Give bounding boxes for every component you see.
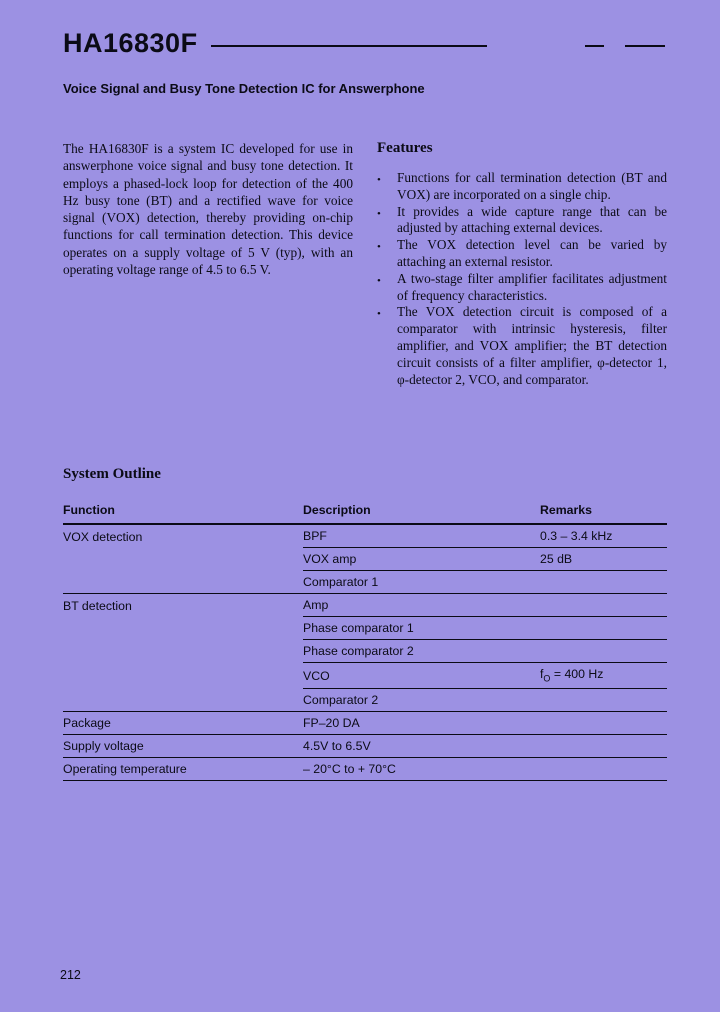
bullet-icon: •	[377, 241, 381, 254]
cell-function: Supply voltage	[63, 734, 303, 757]
page-subtitle: Voice Signal and Busy Tone Detection IC for Answerphone	[63, 81, 425, 96]
features-heading: Features	[377, 140, 433, 156]
cell-description: Amp	[303, 594, 540, 617]
cell-description: FP–20 DA	[303, 711, 540, 734]
features-list	[377, 170, 667, 388]
feature-item	[377, 304, 667, 388]
table-row	[63, 571, 667, 594]
cell-remarks	[540, 711, 667, 734]
table-row	[63, 594, 667, 617]
table-row	[63, 640, 667, 663]
part-number-title: HA16830F	[63, 28, 198, 58]
cell-function: BT detection	[63, 598, 132, 613]
table-row	[63, 734, 667, 757]
cell-function: Package	[63, 711, 303, 734]
table-row	[63, 617, 667, 640]
cell-description: VOX amp	[303, 548, 540, 571]
cell-description: BPF	[303, 524, 540, 548]
cell-function	[63, 640, 303, 663]
feature-text: The VOX detection circuit is composed of a comparator with intrinsic hysteresis, filter amplifier, and VOX amplifier; the BT detection circuit consists of a filter amplifier, φ-detector 1, φ-detector 2, VCO, and comparator.	[397, 304, 667, 387]
page-number: 212	[60, 968, 81, 982]
feature-text: Functions for call termination detection (BT and VOX) are incorporated on a single chip.	[397, 170, 667, 202]
cell-remarks	[540, 734, 667, 757]
masthead	[63, 28, 667, 59]
cell-description: Comparator 1	[303, 571, 540, 594]
feature-item	[377, 204, 667, 238]
cell-function: Operating temperature	[63, 757, 303, 780]
cell-remarks	[540, 757, 667, 780]
bullet-icon: •	[377, 174, 381, 186]
table-row	[63, 548, 667, 571]
feature-text: The VOX detection level can be varied by attaching an external resistor.	[397, 237, 667, 269]
feature-text: It provides a wide capture range that can be adjusted by attaching external devices.	[397, 203, 667, 236]
features-column	[377, 140, 667, 388]
feature-item	[377, 237, 667, 271]
intro-features-section	[63, 140, 667, 388]
bullet-icon: •	[377, 308, 381, 321]
system-outline-heading: System Outline	[63, 466, 161, 483]
cell-function: VOX detection	[63, 529, 143, 544]
cell-remarks	[540, 688, 667, 711]
cell-description: Phase comparator 1	[303, 617, 540, 640]
table-row	[63, 663, 667, 688]
cell-description: – 20°C to + 70°C	[303, 757, 540, 780]
cell-remarks: 25 dB	[540, 548, 667, 571]
cell-function	[63, 617, 303, 640]
cell-description: VCO	[303, 663, 540, 688]
cell-function	[63, 663, 303, 688]
header-mark	[585, 45, 604, 47]
column-header-description: Description	[303, 499, 540, 524]
intro-column	[63, 140, 353, 388]
cell-description: Phase comparator 2	[303, 640, 540, 663]
system-outline-table	[63, 499, 667, 780]
cell-remarks	[540, 640, 667, 663]
table-header-row	[63, 499, 667, 524]
cell-remarks: $f_O = 400$ Hz	[540, 663, 667, 688]
table-row	[63, 524, 667, 548]
column-header-remarks: Remarks	[540, 499, 667, 524]
cell-remarks: 0.3 – 3.4 kHz	[540, 524, 667, 548]
cell-function	[63, 571, 303, 594]
intro-paragraph: The HA16830F is a system IC developed for use in answerphone voice signal and busy tone detection. It employs a phased-lock loop for detection of the 400 Hz busy tone (BT) and a rectified wave for voice signal (VOX) detection, thereby providing on-chip functions for call termination detection. This device operates on a supply voltage of 5 V (typ), with an operating voltage range of 4.5 to 6.5 V.	[63, 141, 353, 278]
feature-text: A two-stage filter amplifier facilitates adjustment of frequency characteristics.	[397, 270, 667, 303]
feature-item	[377, 170, 667, 204]
column-header-function: Function	[63, 499, 303, 524]
cell-remarks	[540, 571, 667, 594]
header-mark	[625, 45, 665, 47]
bullet-icon: •	[377, 207, 381, 220]
title-rule	[211, 45, 487, 47]
cell-remarks	[540, 594, 667, 617]
cell-description: Comparator 2	[303, 688, 540, 711]
table-row	[63, 711, 667, 734]
table-row	[63, 757, 667, 780]
bullet-icon: •	[377, 274, 381, 287]
cell-function	[63, 548, 303, 571]
feature-item	[377, 271, 667, 305]
cell-description: 4.5V to 6.5V	[303, 734, 540, 757]
table-row	[63, 688, 667, 711]
cell-remarks	[540, 617, 667, 640]
cell-function	[63, 688, 303, 711]
